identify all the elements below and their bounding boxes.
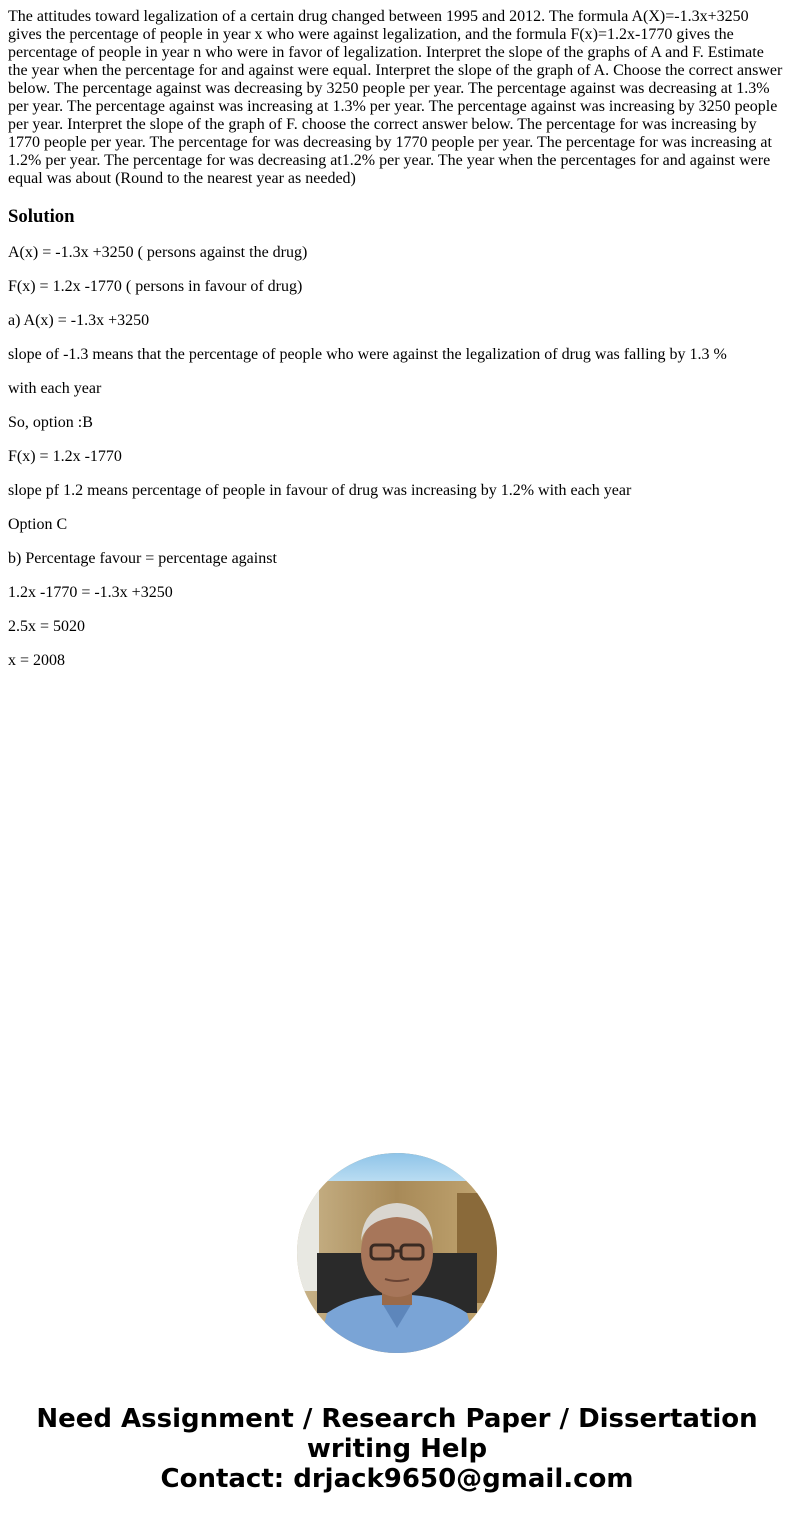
solution-step: with each year xyxy=(8,380,102,397)
promo-footer xyxy=(0,1404,794,1494)
solution-step: slope pf 1.2 means percentage of people in favour of drug was increasing by 1.2% with each year xyxy=(8,482,632,499)
footer-line: Need Assignment / Research Paper / Dissertation xyxy=(36,1404,758,1434)
solution-step: slope of -1.3 means that the percentage of people who were against the legalization of drug was falling by 1.3 % xyxy=(8,346,727,363)
solution-step: So, option :B xyxy=(8,414,93,431)
solution-step: 2.5x = 5020 xyxy=(8,618,86,635)
solution-step: b) Percentage favour = percentage against xyxy=(8,550,277,567)
solution-heading: Solution xyxy=(8,206,75,227)
person-photo-icon xyxy=(297,1153,497,1353)
solution-step: Option C xyxy=(8,516,68,533)
document-body xyxy=(8,8,786,670)
solution-step: 1.2x -1770 = -1.3x +3250 xyxy=(8,584,173,601)
footer-line: writing Help xyxy=(306,1434,488,1464)
footer-contact: Contact: drjack9650@gmail.com xyxy=(160,1464,634,1494)
author-avatar xyxy=(297,1153,497,1353)
solution-step: a) A(x) = -1.3x +3250 xyxy=(8,312,150,329)
solution-step: x = 2008 xyxy=(8,652,66,669)
solution-step: F(x) = 1.2x -1770 ( persons in favour of drug) xyxy=(8,278,303,295)
solution-step: F(x) = 1.2x -1770 xyxy=(8,448,122,465)
solution-step: A(x) = -1.3x +3250 ( persons against the drug) xyxy=(8,244,308,261)
question-text: The attitudes toward legalization of a certain drug changed between 1995 and 2012. The formula A(X)=-1.3x+3250 gives the percentage of people in year x who were against legalization, and the formula F(x)=1.2x-1770 gives the percentage of people in year n who were in favor of legalization. Interpret the slope of the graphs of A and F. Estimate the year when the percentage for and against were equal. Interpret the slope of the graph of A. Choose the correct answer below. The percentage against was decreasing by 3250 people per year. The percentage against was decreasing at 1.3% per year. The percentage against was increasing at 1.3% per year. The percentage against was increasing by 3250 people per year. Interpret the slope of the graph of F. choose the correct answer below. The percentage for was increasing by 1770 people per year. The percentage for was decreasing by 1770 people per year. The percentage for was increasing at 1.2% per year. The percentage for was decreasing at1.2% per year. The year when the percentages for and against were equal was about (Round to the nearest year as needed) xyxy=(8,8,783,187)
